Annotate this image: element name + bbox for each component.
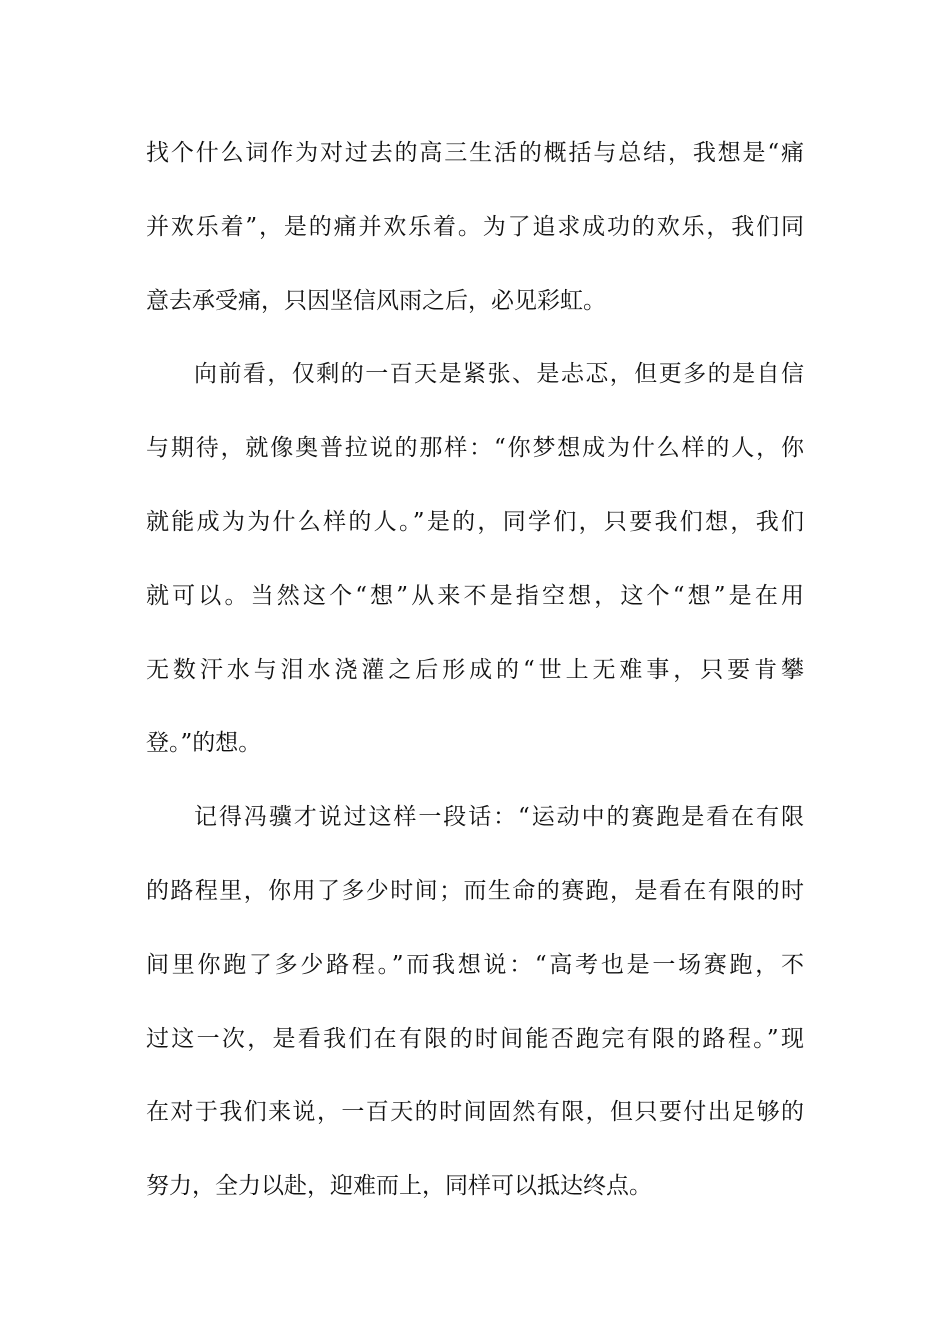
text-line: 间里你跑了多少路程。”而我想说：“高考也是一场赛跑，不 [146,951,804,978]
text-line: 登。”的想。 [146,730,262,757]
body-text [146,132,804,1239]
text-line: 无数汗水与泪水浇灌之后形成的“世上无难事，只要肯攀 [146,656,804,683]
text-line: 就能成为为什么样的人。”是的，同学们，只要我们想，我们 [146,508,804,535]
text-line: 的路程里，你用了多少时间；而生命的赛跑，是看在有限的时 [146,877,804,904]
text-line: 向前看，仅剩的一百天是紧张、是忐忑，但更多的是自信 [194,361,804,388]
text-line: 意去承受痛，只因坚信风雨之后，必见彩虹。 [146,287,606,314]
text-line: 努力，全力以赴，迎难而上，同样可以抵达终点。 [146,1173,652,1200]
text-line: 就可以。当然这个“想”从来不是指空想，这个“想”是在用 [146,582,804,609]
text-line: 记得冯骥才说过这样一段话：“运动中的赛跑是看在有限 [194,804,804,831]
text-line: 并欢乐着”，是的痛并欢乐着。为了追求成功的欢乐，我们同 [146,213,804,240]
text-line: 与期待，就像奥普拉说的那样：“你梦想成为什么样的人，你 [146,435,804,462]
text-line: 找个什么词作为对过去的高三生活的概括与总结，我想是“痛 [146,140,804,166]
text-line: 过这一次，是看我们在有限的时间能否跑完有限的路程。”现 [146,1025,804,1052]
text-line: 在对于我们来说，一百天的时间固然有限，但只要付出足够的 [146,1099,804,1126]
